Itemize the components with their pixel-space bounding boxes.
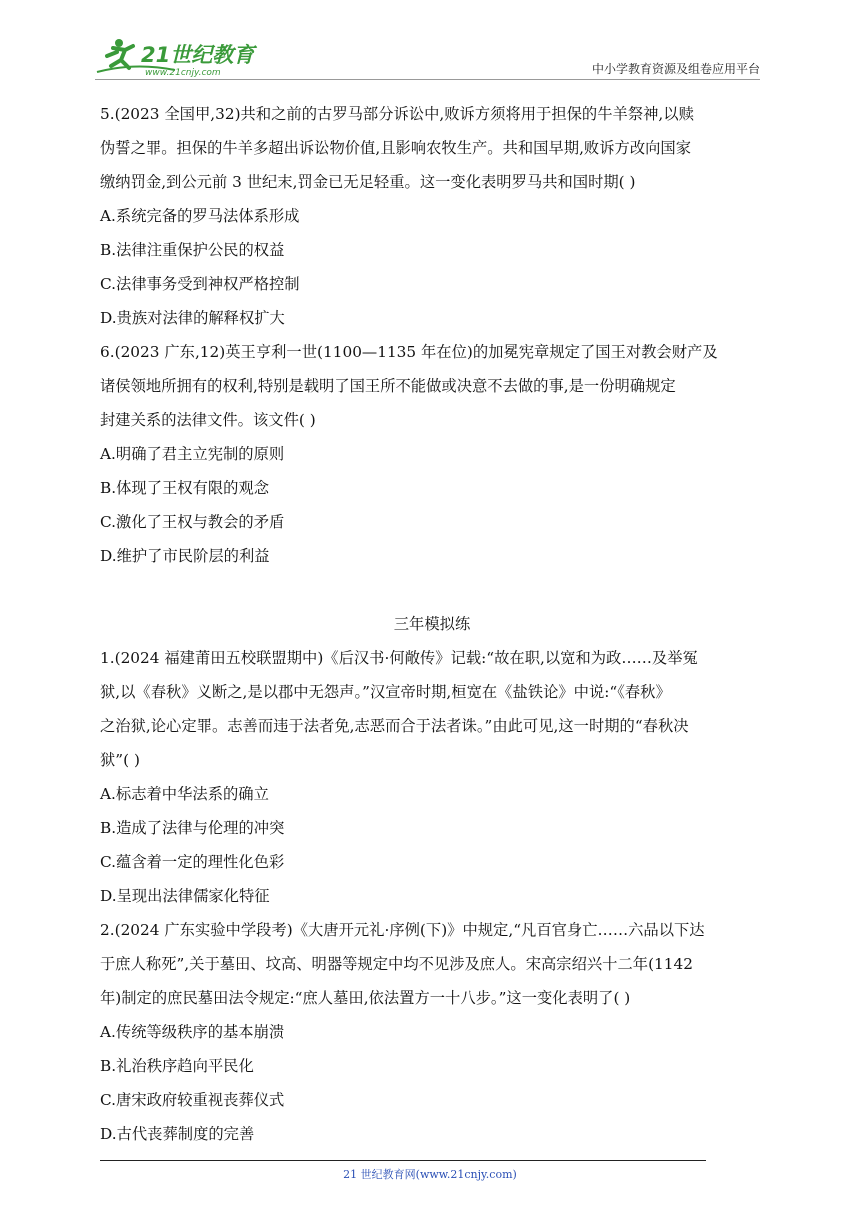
section-title: 三年模拟练 bbox=[393, 615, 471, 633]
question-stem-line: 之治狱,论心定罪。志善而违于法者免,志恶而合于法者诛。”由此可见,这一时期的“春秋决 bbox=[100, 717, 689, 735]
platform-name: 中小学教育资源及组卷应用平台 bbox=[591, 62, 760, 76]
question-stem-line: 诸侯领地所拥有的权利,特别是载明了国王所不能做或决意不去做的事,是一份明确规定 bbox=[100, 377, 676, 395]
logo-url: www.21cnjy.com bbox=[145, 68, 221, 78]
footer-link[interactable]: 21 世纪教育网(www.21cnjy.com) bbox=[343, 1168, 517, 1181]
option-c: C.法律事务受到神权严格控制 bbox=[100, 275, 300, 293]
question-stem-line: 缴纳罚金,到公元前 3 世纪末,罚金已无足轻重。这一变化表明罗马共和国时期( ) bbox=[100, 173, 636, 191]
question-stem-line: 年)制定的庶民墓田法令规定:“庶人墓田,依法置方一十八步。”这一变化表明了( ) bbox=[100, 989, 631, 1007]
option-d: D.呈现出法律儒家化特征 bbox=[100, 887, 270, 905]
question-1 bbox=[100, 641, 764, 913]
question-2 bbox=[100, 913, 764, 1151]
option-c: C.唐宋政府较重视丧葬仪式 bbox=[100, 1091, 285, 1109]
option-d: D.维护了市民阶层的利益 bbox=[100, 547, 270, 565]
question-stem-line: 于庶人称死”,关于墓田、坟高、明器等规定中均不见涉及庶人。宋高宗绍兴十二年(1142 bbox=[100, 955, 693, 973]
option-b: B.造成了法律与伦理的冲突 bbox=[100, 819, 285, 837]
question-stem-line: 狱”( ) bbox=[100, 751, 140, 769]
question-stem-line: 1.(2024 福建莆田五校联盟期中)《后汉书·何敞传》记载:“故在职,以宽和为政……及举冤 bbox=[100, 649, 698, 667]
site-logo bbox=[95, 34, 265, 78]
option-b: B.礼治秩序趋向平民化 bbox=[100, 1057, 254, 1075]
option-a: A.明确了君主立宪制的原则 bbox=[100, 445, 285, 463]
option-d: D.古代丧葬制度的完善 bbox=[100, 1125, 255, 1143]
option-a: A.传统等级秩序的基本崩溃 bbox=[100, 1023, 285, 1041]
logo-text: 21世纪教育 bbox=[141, 43, 255, 67]
option-b: B.体现了王权有限的观念 bbox=[100, 479, 270, 497]
option-d: D.贵族对法律的解释权扩大 bbox=[100, 309, 285, 327]
option-b: B.法律注重保护公民的权益 bbox=[100, 241, 285, 259]
option-c: C.激化了王权与教会的矛盾 bbox=[100, 513, 285, 531]
question-stem-line: 6.(2023 广东,12)英王亨利一世(1100—1135 年在位)的加冕宪章规定了国王对教会财产及 bbox=[100, 343, 718, 361]
footer-divider bbox=[100, 1160, 706, 1161]
question-stem-line: 2.(2024 广东实验中学段考)《大唐开元礼·序例(下)》中规定,“凡百官身亡……六品以下达 bbox=[100, 921, 705, 939]
question-stem-line: 5.(2023 全国甲,32)共和之前的古罗马部分诉讼中,败诉方须将用于担保的牛羊祭神,以赎 bbox=[100, 105, 694, 123]
question-stem-line: 狱,以《春秋》义断之,是以郡中无怨声。”汉宣帝时期,桓宽在《盐铁论》中说:“《春秋》 bbox=[100, 683, 671, 701]
question-stem-line: 封建关系的法律文件。该文件( ) bbox=[100, 411, 316, 429]
option-a: A.标志着中华法系的确立 bbox=[100, 785, 269, 803]
question-content bbox=[100, 97, 764, 1151]
question-stem-line: 伪誓之罪。担保的牛羊多超出诉讼物价值,且影响农牧生产。共和国早期,败诉方改向国家 bbox=[100, 139, 692, 157]
question-5 bbox=[100, 97, 764, 335]
header-divider bbox=[95, 79, 760, 80]
option-c: C.蕴含着一定的理性化色彩 bbox=[100, 853, 285, 871]
option-a: A.系统完备的罗马法体系形成 bbox=[100, 207, 300, 225]
question-6 bbox=[100, 335, 764, 573]
page-header bbox=[95, 30, 760, 80]
